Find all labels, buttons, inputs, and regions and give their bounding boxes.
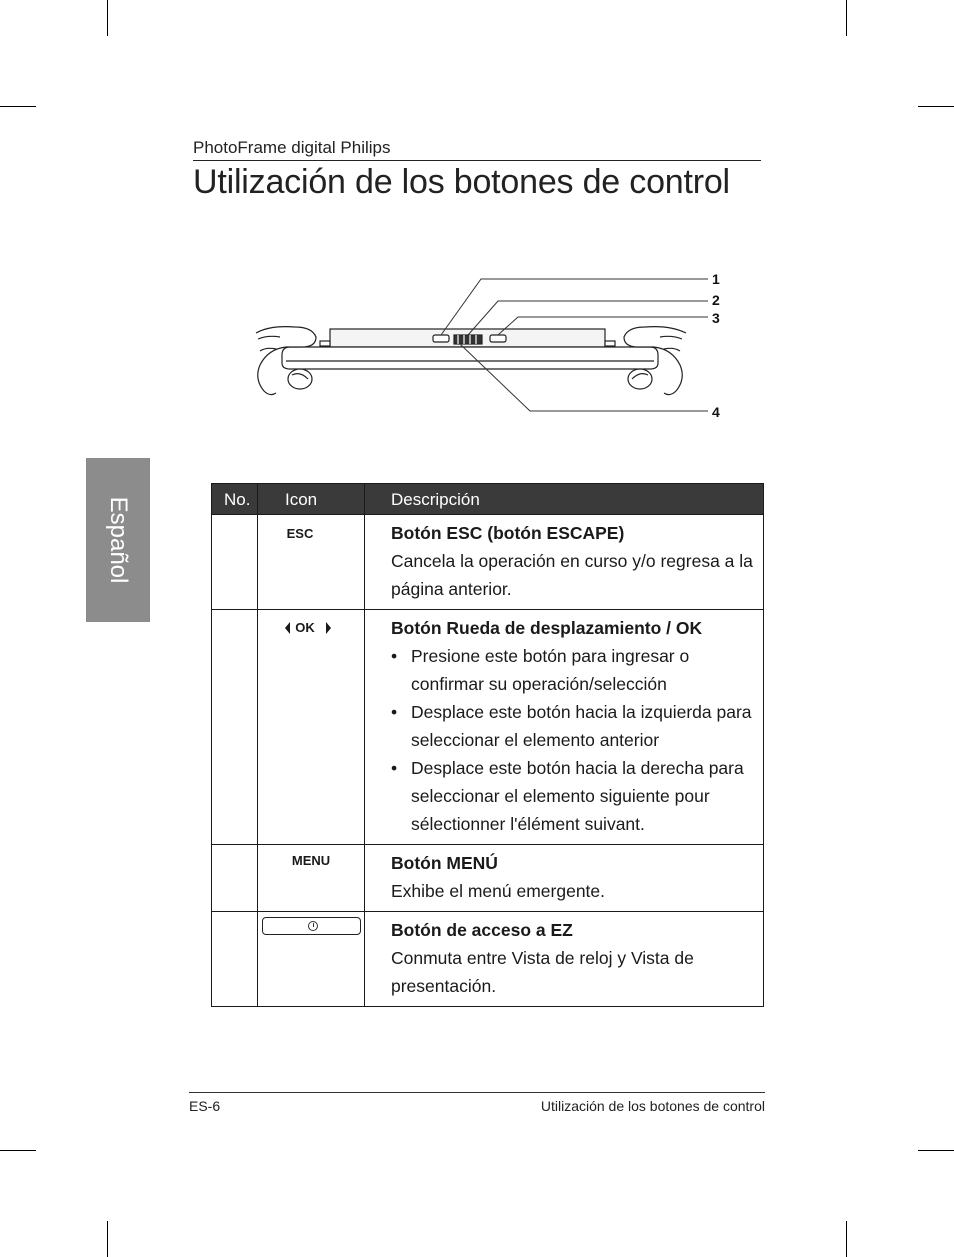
row-number xyxy=(212,912,258,1007)
menu-icon xyxy=(258,845,365,912)
column-header-description: Descripción xyxy=(365,484,764,515)
bullet-text: Presione este botón para ingresar o confirmar su operación/selección xyxy=(411,646,690,694)
clock-button-icon xyxy=(262,917,361,935)
footer-section-title: Utilización de los botones de control xyxy=(540,1098,765,1114)
callout-4: 4 xyxy=(712,404,720,420)
bullet-dot-icon: • xyxy=(391,702,398,722)
language-tab xyxy=(86,458,150,622)
crop-mark xyxy=(107,1221,108,1257)
scroll-wheel-ok-icon xyxy=(258,610,365,845)
crop-mark xyxy=(107,0,108,36)
row-title: Botón MENÚ xyxy=(391,853,498,873)
column-header-icon: Icon xyxy=(258,484,365,515)
bullet-dot-icon: • xyxy=(391,758,398,778)
bullet-item xyxy=(391,642,753,698)
row-text: Cancela la operación en curso y/o regresa a la página anterior. xyxy=(391,551,753,599)
row-title: Botón Rueda de desplazamiento / OK xyxy=(391,618,703,638)
table-row xyxy=(212,610,764,845)
bullet-text: Desplace este botón hacia la izquierda para seleccionar el elemento anterior xyxy=(411,702,752,750)
column-header-no: No. xyxy=(212,484,258,515)
row-number xyxy=(212,610,258,845)
control-buttons-table xyxy=(211,483,764,1007)
table-row xyxy=(212,845,764,912)
row-description xyxy=(365,912,764,1007)
crop-mark xyxy=(0,1150,36,1151)
bullet-dot-icon: • xyxy=(391,646,398,666)
crop-mark xyxy=(0,106,36,107)
row-description xyxy=(365,845,764,912)
arrow-left-icon xyxy=(285,622,290,634)
row-text: Exhibe el menú emergente. xyxy=(391,881,606,901)
header-rule xyxy=(193,160,761,161)
photoframe-top-view-drawing xyxy=(250,255,730,425)
footer-rule xyxy=(189,1092,765,1093)
row-number xyxy=(212,845,258,912)
table-header-row xyxy=(212,484,764,515)
table-row xyxy=(212,912,764,1007)
bullet-text: Desplace este botón hacia la derecha para seleccionar el elemento siguiente pour sélectionner l'élément suivant. xyxy=(411,758,744,834)
crop-mark xyxy=(846,1221,847,1257)
language-tab-label: Español xyxy=(105,496,132,584)
ez-access-button-icon xyxy=(258,912,365,1007)
row-text: Conmuta entre Vista de reloj y Vista de presentación. xyxy=(391,948,694,996)
row-title: Botón de acceso a EZ xyxy=(391,920,573,940)
callout-1: 1 xyxy=(712,271,720,287)
footer-page-number: ES-6 xyxy=(189,1098,221,1114)
row-title: Botón ESC (botón ESCAPE) xyxy=(391,523,625,543)
device-illustration xyxy=(250,255,730,425)
esc-icon-label: ESC xyxy=(286,526,314,541)
crop-mark xyxy=(918,1150,954,1151)
esc-icon xyxy=(258,515,365,610)
table-row xyxy=(212,515,764,610)
arrow-right-icon xyxy=(326,622,331,634)
header-product-label: PhotoFrame digital Philips xyxy=(193,138,391,157)
row-description xyxy=(365,515,764,610)
bullet-item xyxy=(391,698,753,754)
page-title: Utilización de los botones de control xyxy=(193,163,730,201)
clock-icon xyxy=(308,921,318,931)
callout-2: 2 xyxy=(712,292,720,308)
ok-icon-label: OK xyxy=(295,620,315,635)
row-number xyxy=(212,515,258,610)
menu-icon-label: MENU xyxy=(291,853,331,868)
crop-mark xyxy=(846,0,847,36)
crop-mark xyxy=(918,106,954,107)
bullet-item xyxy=(391,754,753,838)
callout-3: 3 xyxy=(712,310,720,326)
row-description xyxy=(365,610,764,845)
